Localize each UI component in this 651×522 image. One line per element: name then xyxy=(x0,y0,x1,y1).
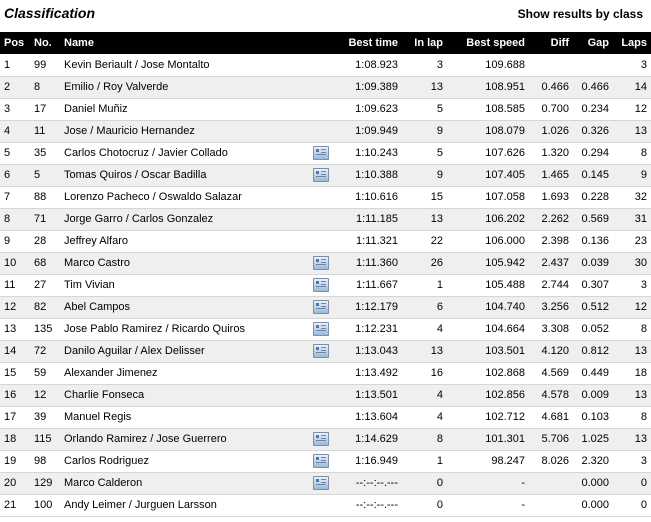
pos-cell: 15 xyxy=(0,362,30,384)
info-icon-cell xyxy=(306,494,336,516)
best-time-cell: 1:13.604 xyxy=(336,406,402,428)
best-speed-cell: 106.000 xyxy=(447,230,529,252)
in-lap-cell: 1 xyxy=(402,450,447,472)
driver-name-cell: Daniel Muñiz xyxy=(60,98,306,120)
info-icon-cell xyxy=(306,164,336,186)
table-row xyxy=(0,164,651,186)
gap-cell: 0.145 xyxy=(573,164,613,186)
laps-cell: 14 xyxy=(613,76,651,98)
driver-card-icon[interactable] xyxy=(313,168,329,182)
diff-cell: 2.437 xyxy=(529,252,573,274)
driver-name-cell: Tim Vivian xyxy=(60,274,306,296)
driver-name-cell: Manuel Regis xyxy=(60,406,306,428)
in-lap-cell: 3 xyxy=(402,54,447,76)
info-icon-cell xyxy=(306,230,336,252)
table-row xyxy=(0,406,651,428)
driver-card-icon[interactable] xyxy=(313,454,329,468)
laps-cell: 8 xyxy=(613,142,651,164)
diff-cell xyxy=(529,54,573,76)
gap-cell xyxy=(573,54,613,76)
pos-cell: 10 xyxy=(0,252,30,274)
info-icon-cell xyxy=(306,472,336,494)
diff-cell: 5.706 xyxy=(529,428,573,450)
info-icon-cell xyxy=(306,428,336,450)
best-speed-cell: 102.868 xyxy=(447,362,529,384)
number-cell: 135 xyxy=(30,318,60,340)
best-time-cell: 1:10.243 xyxy=(336,142,402,164)
best-speed-cell: 104.740 xyxy=(447,296,529,318)
diff-cell: 1.320 xyxy=(529,142,573,164)
info-icon-cell xyxy=(306,76,336,98)
pos-cell: 3 xyxy=(0,98,30,120)
driver-name-cell: Tomas Quiros / Oscar Badilla xyxy=(60,164,306,186)
table-header-row xyxy=(0,32,651,54)
number-cell: 8 xyxy=(30,76,60,98)
best-time-cell: 1:13.492 xyxy=(336,362,402,384)
gap-cell: 0.000 xyxy=(573,472,613,494)
pos-cell: 6 xyxy=(0,164,30,186)
gap-cell: 0.234 xyxy=(573,98,613,120)
laps-cell: 13 xyxy=(613,428,651,450)
info-icon-cell xyxy=(306,406,336,428)
pos-cell: 5 xyxy=(0,142,30,164)
best-speed-cell: 109.688 xyxy=(447,54,529,76)
best-speed-cell: 107.058 xyxy=(447,186,529,208)
number-cell: 28 xyxy=(30,230,60,252)
col-header-icon xyxy=(306,32,336,54)
gap-cell: 0.466 xyxy=(573,76,613,98)
info-icon-cell xyxy=(306,274,336,296)
info-icon-cell xyxy=(306,340,336,362)
table-row xyxy=(0,428,651,450)
info-icon-cell xyxy=(306,98,336,120)
best-speed-cell: 104.664 xyxy=(447,318,529,340)
in-lap-cell: 9 xyxy=(402,164,447,186)
table-row xyxy=(0,98,651,120)
laps-cell: 13 xyxy=(613,340,651,362)
laps-cell: 12 xyxy=(613,296,651,318)
diff-cell: 2.262 xyxy=(529,208,573,230)
gap-cell: 0.294 xyxy=(573,142,613,164)
gap-cell: 0.103 xyxy=(573,406,613,428)
gap-cell: 0.812 xyxy=(573,340,613,362)
driver-name-cell: Kevin Beriault / Jose Montalto xyxy=(60,54,306,76)
pos-cell: 17 xyxy=(0,406,30,428)
table-row xyxy=(0,494,651,516)
driver-card-icon[interactable] xyxy=(313,322,329,336)
in-lap-cell: 5 xyxy=(402,98,447,120)
diff-cell: 8.026 xyxy=(529,450,573,472)
diff-cell: 4.120 xyxy=(529,340,573,362)
driver-card-icon[interactable] xyxy=(313,256,329,270)
pos-cell: 18 xyxy=(0,428,30,450)
diff-cell xyxy=(529,472,573,494)
laps-cell: 32 xyxy=(613,186,651,208)
laps-cell: 9 xyxy=(613,164,651,186)
gap-cell: 0.449 xyxy=(573,362,613,384)
col-header-best-time: Best time xyxy=(348,37,398,49)
best-time-cell: 1:08.923 xyxy=(336,54,402,76)
table-row xyxy=(0,318,651,340)
col-header-name: Name xyxy=(64,37,94,49)
diff-cell: 1.693 xyxy=(529,186,573,208)
driver-name-cell: Jeffrey Alfaro xyxy=(60,230,306,252)
table-row xyxy=(0,274,651,296)
best-time-cell: 1:10.616 xyxy=(336,186,402,208)
driver-name-cell: Danilo Aguilar / Alex Delisser xyxy=(60,340,306,362)
number-cell: 17 xyxy=(30,98,60,120)
gap-cell: 0.228 xyxy=(573,186,613,208)
number-cell: 98 xyxy=(30,450,60,472)
laps-cell: 13 xyxy=(613,120,651,142)
in-lap-cell: 16 xyxy=(402,362,447,384)
number-cell: 59 xyxy=(30,362,60,384)
col-header-pos: Pos xyxy=(4,37,25,49)
col-header-diff: Diff xyxy=(550,37,569,49)
driver-name-cell: Marco Castro xyxy=(60,252,306,274)
laps-cell: 12 xyxy=(613,98,651,120)
driver-name-cell: Jose Pablo Ramirez / Ricardo Quiros xyxy=(60,318,306,340)
in-lap-cell: 1 xyxy=(402,274,447,296)
diff-cell: 0.700 xyxy=(529,98,573,120)
in-lap-cell: 26 xyxy=(402,252,447,274)
driver-card-icon[interactable] xyxy=(313,476,329,490)
driver-card-icon[interactable] xyxy=(313,300,329,314)
in-lap-cell: 0 xyxy=(402,494,447,516)
pos-cell: 8 xyxy=(0,208,30,230)
best-time-cell: --:--:--.--- xyxy=(336,472,402,494)
diff-cell: 4.681 xyxy=(529,406,573,428)
best-time-cell: 1:11.667 xyxy=(336,274,402,296)
driver-name-cell: Lorenzo Pacheco / Oswaldo Salazar xyxy=(60,186,306,208)
driver-name-cell: Carlos Chotocruz / Javier Collado xyxy=(60,142,306,164)
col-header-best-speed: Best speed xyxy=(466,37,525,49)
gap-cell: 0.039 xyxy=(573,252,613,274)
in-lap-cell: 9 xyxy=(402,120,447,142)
in-lap-cell: 22 xyxy=(402,230,447,252)
diff-cell xyxy=(529,494,573,516)
laps-cell: 0 xyxy=(613,494,651,516)
col-header-in-lap: In lap xyxy=(414,37,443,49)
driver-name-cell: Abel Campos xyxy=(60,296,306,318)
show-results-by-class-link[interactable]: Show results by class xyxy=(517,7,643,21)
gap-cell: 0.136 xyxy=(573,230,613,252)
driver-name-cell: Orlando Ramirez / Jose Guerrero xyxy=(60,428,306,450)
table-row xyxy=(0,340,651,362)
info-icon-cell xyxy=(306,208,336,230)
diff-cell: 3.256 xyxy=(529,296,573,318)
pos-cell: 11 xyxy=(0,274,30,296)
best-time-cell: 1:16.949 xyxy=(336,450,402,472)
diff-cell: 2.744 xyxy=(529,274,573,296)
laps-cell: 3 xyxy=(613,274,651,296)
laps-cell: 8 xyxy=(613,318,651,340)
best-time-cell: 1:12.179 xyxy=(336,296,402,318)
info-icon-cell xyxy=(306,318,336,340)
gap-cell: 0.000 xyxy=(573,494,613,516)
driver-name-cell: Alexander Jimenez xyxy=(60,362,306,384)
number-cell: 11 xyxy=(30,120,60,142)
gap-cell: 0.512 xyxy=(573,296,613,318)
table-row xyxy=(0,76,651,98)
table-row xyxy=(0,186,651,208)
in-lap-cell: 4 xyxy=(402,318,447,340)
best-time-cell: 1:12.231 xyxy=(336,318,402,340)
gap-cell: 1.025 xyxy=(573,428,613,450)
gap-cell: 2.320 xyxy=(573,450,613,472)
table-row xyxy=(0,230,651,252)
number-cell: 12 xyxy=(30,384,60,406)
diff-cell: 4.569 xyxy=(529,362,573,384)
best-time-cell: 1:11.360 xyxy=(336,252,402,274)
driver-card-icon[interactable] xyxy=(313,344,329,358)
classification-table xyxy=(0,32,651,517)
gap-cell: 0.052 xyxy=(573,318,613,340)
gap-cell: 0.307 xyxy=(573,274,613,296)
best-speed-cell: - xyxy=(447,494,529,516)
in-lap-cell: 8 xyxy=(402,428,447,450)
diff-cell: 2.398 xyxy=(529,230,573,252)
col-header-gap: Gap xyxy=(587,37,609,49)
diff-cell: 3.308 xyxy=(529,318,573,340)
info-icon-cell xyxy=(306,120,336,142)
pos-cell: 16 xyxy=(0,384,30,406)
best-time-cell: 1:13.043 xyxy=(336,340,402,362)
best-time-cell: 1:09.949 xyxy=(336,120,402,142)
pos-cell: 2 xyxy=(0,76,30,98)
laps-cell: 3 xyxy=(613,450,651,472)
pos-cell: 14 xyxy=(0,340,30,362)
in-lap-cell: 15 xyxy=(402,186,447,208)
driver-name-cell: Charlie Fonseca xyxy=(60,384,306,406)
best-speed-cell: 102.856 xyxy=(447,384,529,406)
laps-cell: 13 xyxy=(613,384,651,406)
number-cell: 100 xyxy=(30,494,60,516)
table-row xyxy=(0,120,651,142)
best-speed-cell: 107.405 xyxy=(447,164,529,186)
number-cell: 99 xyxy=(30,54,60,76)
diff-cell: 0.466 xyxy=(529,76,573,98)
diff-cell: 1.465 xyxy=(529,164,573,186)
info-icon-cell xyxy=(306,296,336,318)
in-lap-cell: 0 xyxy=(402,472,447,494)
best-speed-cell: 102.712 xyxy=(447,406,529,428)
number-cell: 5 xyxy=(30,164,60,186)
best-time-cell: 1:11.185 xyxy=(336,208,402,230)
laps-cell: 23 xyxy=(613,230,651,252)
number-cell: 129 xyxy=(30,472,60,494)
in-lap-cell: 6 xyxy=(402,296,447,318)
best-speed-cell: 108.079 xyxy=(447,120,529,142)
best-time-cell: 1:11.321 xyxy=(336,230,402,252)
table-row xyxy=(0,384,651,406)
pos-cell: 7 xyxy=(0,186,30,208)
diff-cell: 1.026 xyxy=(529,120,573,142)
best-speed-cell: 107.626 xyxy=(447,142,529,164)
page-title: Classification xyxy=(4,5,96,21)
driver-name-cell: Jose / Mauricio Hernandez xyxy=(60,120,306,142)
in-lap-cell: 5 xyxy=(402,142,447,164)
table-row xyxy=(0,296,651,318)
best-speed-cell: 105.942 xyxy=(447,252,529,274)
info-icon-cell xyxy=(306,54,336,76)
best-speed-cell: 105.488 xyxy=(447,274,529,296)
table-row xyxy=(0,142,651,164)
pos-cell: 20 xyxy=(0,472,30,494)
driver-name-cell: Emilio / Roy Valverde xyxy=(60,76,306,98)
pos-cell: 13 xyxy=(0,318,30,340)
number-cell: 71 xyxy=(30,208,60,230)
best-speed-cell: 108.585 xyxy=(447,98,529,120)
in-lap-cell: 4 xyxy=(402,384,447,406)
best-time-cell: 1:13.501 xyxy=(336,384,402,406)
gap-cell: 0.326 xyxy=(573,120,613,142)
best-time-cell: 1:10.388 xyxy=(336,164,402,186)
diff-cell: 4.578 xyxy=(529,384,573,406)
pos-cell: 12 xyxy=(0,296,30,318)
number-cell: 72 xyxy=(30,340,60,362)
laps-cell: 18 xyxy=(613,362,651,384)
info-icon-cell xyxy=(306,384,336,406)
table-row xyxy=(0,362,651,384)
number-cell: 88 xyxy=(30,186,60,208)
driver-name-cell: Andy Leimer / Jurguen Larsson xyxy=(60,494,306,516)
driver-name-cell: Marco Calderon xyxy=(60,472,306,494)
info-icon-cell xyxy=(306,450,336,472)
col-header-no: No. xyxy=(34,37,52,49)
gap-cell: 0.009 xyxy=(573,384,613,406)
laps-cell: 8 xyxy=(613,406,651,428)
table-row xyxy=(0,252,651,274)
gap-cell: 0.569 xyxy=(573,208,613,230)
number-cell: 35 xyxy=(30,142,60,164)
laps-cell: 3 xyxy=(613,54,651,76)
info-icon-cell xyxy=(306,362,336,384)
driver-name-cell: Jorge Garro / Carlos Gonzalez xyxy=(60,208,306,230)
number-cell: 39 xyxy=(30,406,60,428)
pos-cell: 21 xyxy=(0,494,30,516)
header-bar xyxy=(0,0,651,32)
best-speed-cell: 98.247 xyxy=(447,450,529,472)
table-row xyxy=(0,472,651,494)
in-lap-cell: 4 xyxy=(402,406,447,428)
number-cell: 82 xyxy=(30,296,60,318)
driver-card-icon[interactable] xyxy=(313,278,329,292)
table-row xyxy=(0,450,651,472)
best-time-cell: 1:14.629 xyxy=(336,428,402,450)
info-icon-cell xyxy=(306,252,336,274)
best-time-cell: --:--:--.--- xyxy=(336,494,402,516)
number-cell: 27 xyxy=(30,274,60,296)
col-header-laps: Laps xyxy=(621,37,647,49)
pos-cell: 1 xyxy=(0,54,30,76)
best-time-cell: 1:09.389 xyxy=(336,76,402,98)
best-speed-cell: - xyxy=(447,472,529,494)
best-speed-cell: 106.202 xyxy=(447,208,529,230)
laps-cell: 0 xyxy=(613,472,651,494)
in-lap-cell: 13 xyxy=(402,208,447,230)
best-speed-cell: 101.301 xyxy=(447,428,529,450)
driver-name-cell: Carlos Rodriguez xyxy=(60,450,306,472)
pos-cell: 4 xyxy=(0,120,30,142)
best-speed-cell: 103.501 xyxy=(447,340,529,362)
driver-card-icon[interactable] xyxy=(313,432,329,446)
number-cell: 115 xyxy=(30,428,60,450)
in-lap-cell: 13 xyxy=(402,76,447,98)
laps-cell: 31 xyxy=(613,208,651,230)
table-row xyxy=(0,54,651,76)
pos-cell: 19 xyxy=(0,450,30,472)
info-icon-cell xyxy=(306,186,336,208)
info-icon-cell xyxy=(306,142,336,164)
table-row xyxy=(0,208,651,230)
driver-card-icon[interactable] xyxy=(313,146,329,160)
best-speed-cell: 108.951 xyxy=(447,76,529,98)
laps-cell: 30 xyxy=(613,252,651,274)
pos-cell: 9 xyxy=(0,230,30,252)
best-time-cell: 1:09.623 xyxy=(336,98,402,120)
in-lap-cell: 13 xyxy=(402,340,447,362)
number-cell: 68 xyxy=(30,252,60,274)
